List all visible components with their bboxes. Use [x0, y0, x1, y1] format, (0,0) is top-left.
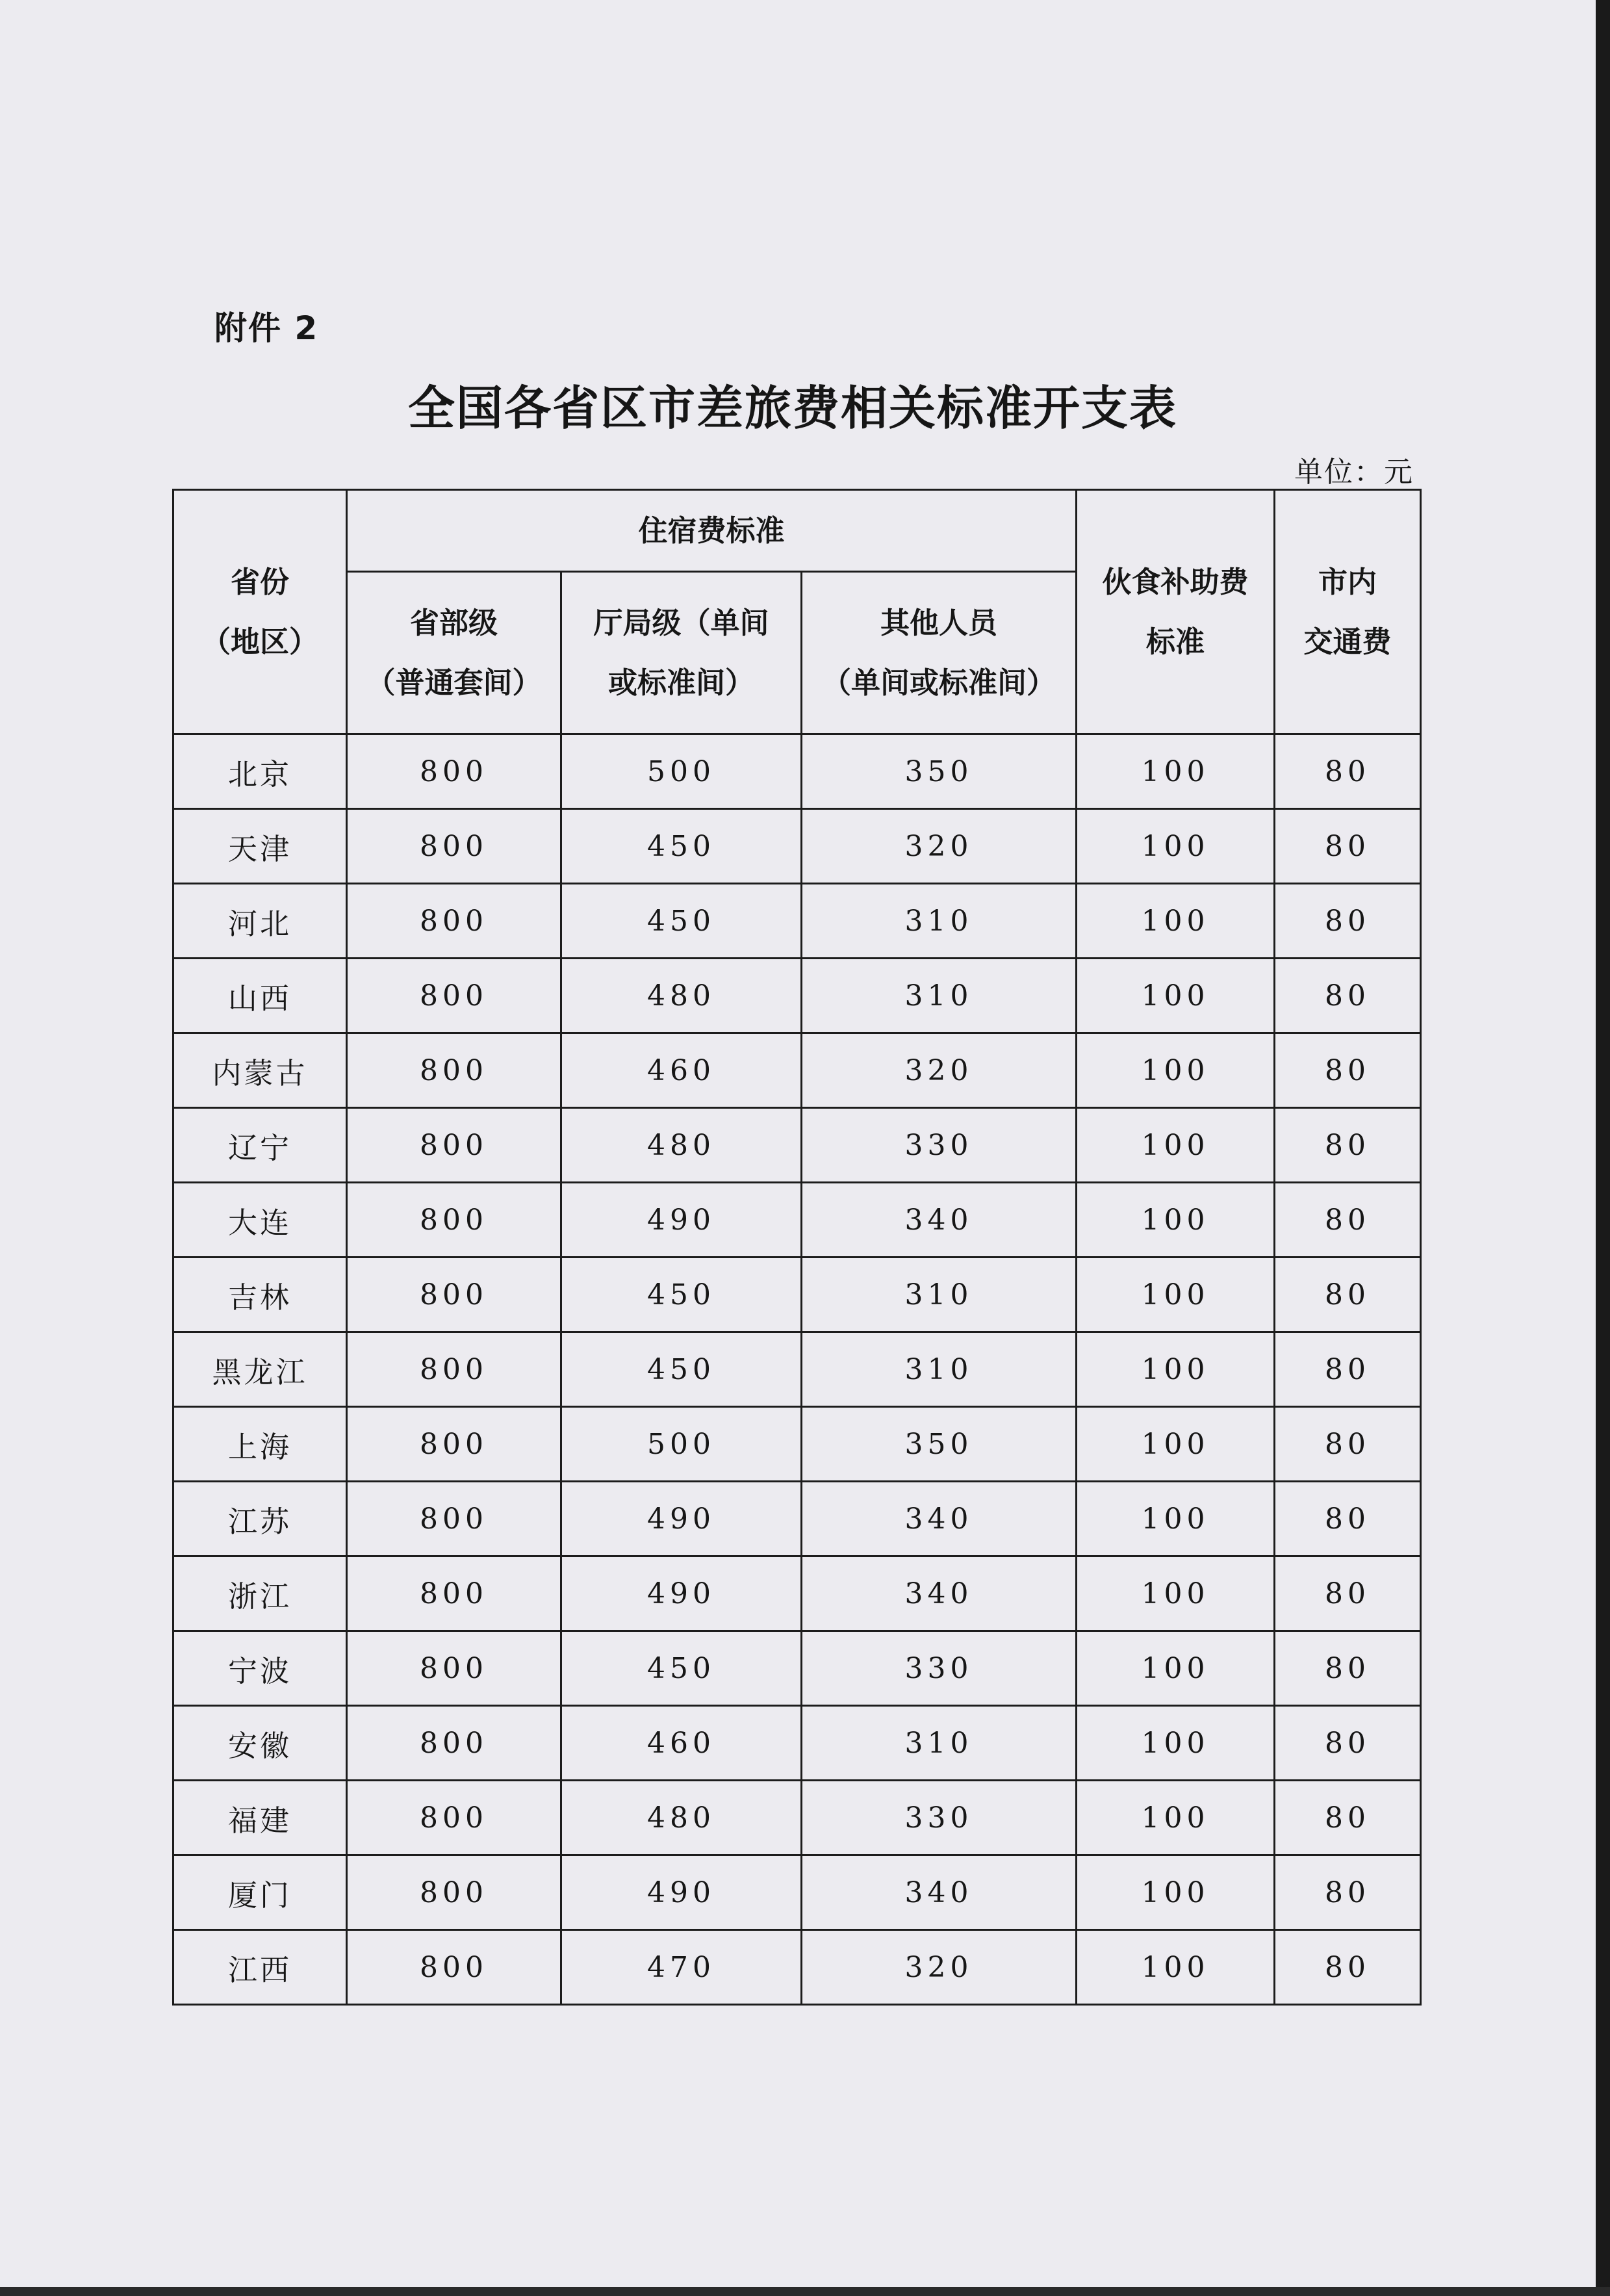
- meal-cell: 100: [1077, 884, 1275, 959]
- others-cell: 320: [802, 1930, 1077, 2005]
- bureau-cell: 450: [561, 1631, 802, 1706]
- table-row: [173, 1258, 1421, 1332]
- transport-cell: 80: [1275, 1258, 1421, 1332]
- province-cell: 厦门: [173, 1855, 347, 1930]
- table-row: [173, 1332, 1421, 1407]
- table-row: [173, 1556, 1421, 1631]
- attachment-label: 附件 2: [214, 309, 319, 347]
- ministerial-cell: 800: [347, 1556, 561, 1631]
- table-row: [173, 1482, 1421, 1556]
- table-row: [173, 959, 1421, 1033]
- header-others: 其他人员 （单间或标准间）: [802, 572, 1077, 734]
- ministerial-cell: 800: [347, 959, 561, 1033]
- others-cell: 340: [802, 1482, 1077, 1556]
- province-cell: 辽宁: [173, 1108, 347, 1183]
- others-cell: 350: [802, 1407, 1077, 1482]
- meal-cell: 100: [1077, 1706, 1275, 1781]
- transport-cell: 80: [1275, 1930, 1421, 2005]
- bureau-cell: 500: [561, 1407, 802, 1482]
- bureau-cell: 460: [561, 1706, 802, 1781]
- scan-border-right: [1596, 0, 1610, 2296]
- meal-cell: 100: [1077, 1183, 1275, 1258]
- table-row: [173, 809, 1421, 884]
- transport-cell: 80: [1275, 734, 1421, 809]
- ministerial-cell: 800: [347, 1631, 561, 1706]
- province-cell: 浙江: [173, 1556, 347, 1631]
- province-cell: 黑龙江: [173, 1332, 347, 1407]
- transport-cell: 80: [1275, 1631, 1421, 1706]
- others-cell: 350: [802, 734, 1077, 809]
- others-cell: 330: [802, 1631, 1077, 1706]
- transport-cell: 80: [1275, 809, 1421, 884]
- transport-cell: 80: [1275, 1033, 1421, 1108]
- table-row: [173, 734, 1421, 809]
- table-row: [173, 1706, 1421, 1781]
- others-cell: 310: [802, 1332, 1077, 1407]
- header-bureau: 厅局级（单间 或标准间）: [561, 572, 802, 734]
- bureau-cell: 500: [561, 734, 802, 809]
- ministerial-cell: 800: [347, 1482, 561, 1556]
- meal-cell: 100: [1077, 1930, 1275, 2005]
- meal-cell: 100: [1077, 1332, 1275, 1407]
- transport-cell: 80: [1275, 1332, 1421, 1407]
- transport-cell: 80: [1275, 1556, 1421, 1631]
- table-row: [173, 1108, 1421, 1183]
- header-province: 省份 （地区）: [173, 490, 347, 734]
- others-cell: 330: [802, 1781, 1077, 1855]
- transport-cell: 80: [1275, 1407, 1421, 1482]
- table-row: [173, 1781, 1421, 1855]
- province-cell: 安徽: [173, 1706, 347, 1781]
- others-cell: 320: [802, 809, 1077, 884]
- meal-cell: 100: [1077, 1781, 1275, 1855]
- ministerial-cell: 800: [347, 1332, 561, 1407]
- bureau-cell: 450: [561, 809, 802, 884]
- others-cell: 320: [802, 1033, 1077, 1108]
- meal-cell: 100: [1077, 1631, 1275, 1706]
- others-cell: 340: [802, 1556, 1077, 1631]
- ministerial-cell: 800: [347, 1781, 561, 1855]
- bureau-cell: 470: [561, 1930, 802, 2005]
- ministerial-cell: 800: [347, 1930, 561, 2005]
- ministerial-cell: 800: [347, 884, 561, 959]
- meal-cell: 100: [1077, 1407, 1275, 1482]
- meal-cell: 100: [1077, 1855, 1275, 1930]
- table-row: [173, 1183, 1421, 1258]
- bureau-cell: 480: [561, 1108, 802, 1183]
- bureau-cell: 460: [561, 1033, 802, 1108]
- header-ministerial: 省部级 （普通套间）: [347, 572, 561, 734]
- header-row-1: [173, 490, 1421, 572]
- transport-cell: 80: [1275, 1482, 1421, 1556]
- province-cell: 北京: [173, 734, 347, 809]
- bureau-cell: 490: [561, 1855, 802, 1930]
- bureau-cell: 450: [561, 1258, 802, 1332]
- meal-cell: 100: [1077, 1482, 1275, 1556]
- transport-cell: 80: [1275, 1108, 1421, 1183]
- header-meal-allowance: 伙食补助费 标准: [1077, 490, 1275, 734]
- meal-cell: 100: [1077, 1108, 1275, 1183]
- transport-cell: 80: [1275, 1183, 1421, 1258]
- province-cell: 天津: [173, 809, 347, 884]
- meal-cell: 100: [1077, 1556, 1275, 1631]
- ministerial-cell: 800: [347, 734, 561, 809]
- transport-cell: 80: [1275, 1855, 1421, 1930]
- others-cell: 310: [802, 1258, 1077, 1332]
- meal-cell: 100: [1077, 959, 1275, 1033]
- bureau-cell: 450: [561, 1332, 802, 1407]
- table-row: [173, 884, 1421, 959]
- ministerial-cell: 800: [347, 809, 561, 884]
- bureau-cell: 490: [561, 1556, 802, 1631]
- travel-expense-table: [172, 489, 1422, 2006]
- ministerial-cell: 800: [347, 1855, 561, 1930]
- province-cell: 山西: [173, 959, 347, 1033]
- ministerial-cell: 800: [347, 1183, 561, 1258]
- transport-cell: 80: [1275, 1781, 1421, 1855]
- others-cell: 340: [802, 1855, 1077, 1930]
- meal-cell: 100: [1077, 1033, 1275, 1108]
- meal-cell: 100: [1077, 809, 1275, 884]
- ministerial-cell: 800: [347, 1108, 561, 1183]
- province-cell: 上海: [173, 1407, 347, 1482]
- bureau-cell: 480: [561, 959, 802, 1033]
- ministerial-cell: 800: [347, 1706, 561, 1781]
- table-row: [173, 1930, 1421, 2005]
- bureau-cell: 450: [561, 884, 802, 959]
- province-cell: 福建: [173, 1781, 347, 1855]
- meal-cell: 100: [1077, 1258, 1275, 1332]
- province-cell: 宁波: [173, 1631, 347, 1706]
- bureau-cell: 490: [561, 1183, 802, 1258]
- header-lodging-group: 住宿费标准: [347, 490, 1077, 572]
- bureau-cell: 490: [561, 1482, 802, 1556]
- ministerial-cell: 800: [347, 1407, 561, 1482]
- others-cell: 310: [802, 1706, 1077, 1781]
- province-cell: 河北: [173, 884, 347, 959]
- table-row: [173, 1407, 1421, 1482]
- province-cell: 江苏: [173, 1482, 347, 1556]
- province-cell: 大连: [173, 1183, 347, 1258]
- others-cell: 330: [802, 1108, 1077, 1183]
- province-cell: 内蒙古: [173, 1033, 347, 1108]
- transport-cell: 80: [1275, 884, 1421, 959]
- province-cell: 吉林: [173, 1258, 347, 1332]
- transport-cell: 80: [1275, 959, 1421, 1033]
- header-city-transport: 市内 交通费: [1275, 490, 1421, 734]
- transport-cell: 80: [1275, 1706, 1421, 1781]
- table-row: [173, 1033, 1421, 1108]
- bureau-cell: 480: [561, 1781, 802, 1855]
- others-cell: 310: [802, 884, 1077, 959]
- ministerial-cell: 800: [347, 1258, 561, 1332]
- others-cell: 340: [802, 1183, 1077, 1258]
- province-cell: 江西: [173, 1930, 347, 2005]
- ministerial-cell: 800: [347, 1033, 561, 1108]
- table-row: [173, 1631, 1421, 1706]
- document-title: 全国各省区市差旅费相关标准开支表: [407, 380, 1177, 435]
- unit-label: 单位：元: [1294, 456, 1414, 489]
- table-row: [173, 1855, 1421, 1930]
- scan-border-bottom: [0, 2287, 1610, 2296]
- others-cell: 310: [802, 959, 1077, 1033]
- meal-cell: 100: [1077, 734, 1275, 809]
